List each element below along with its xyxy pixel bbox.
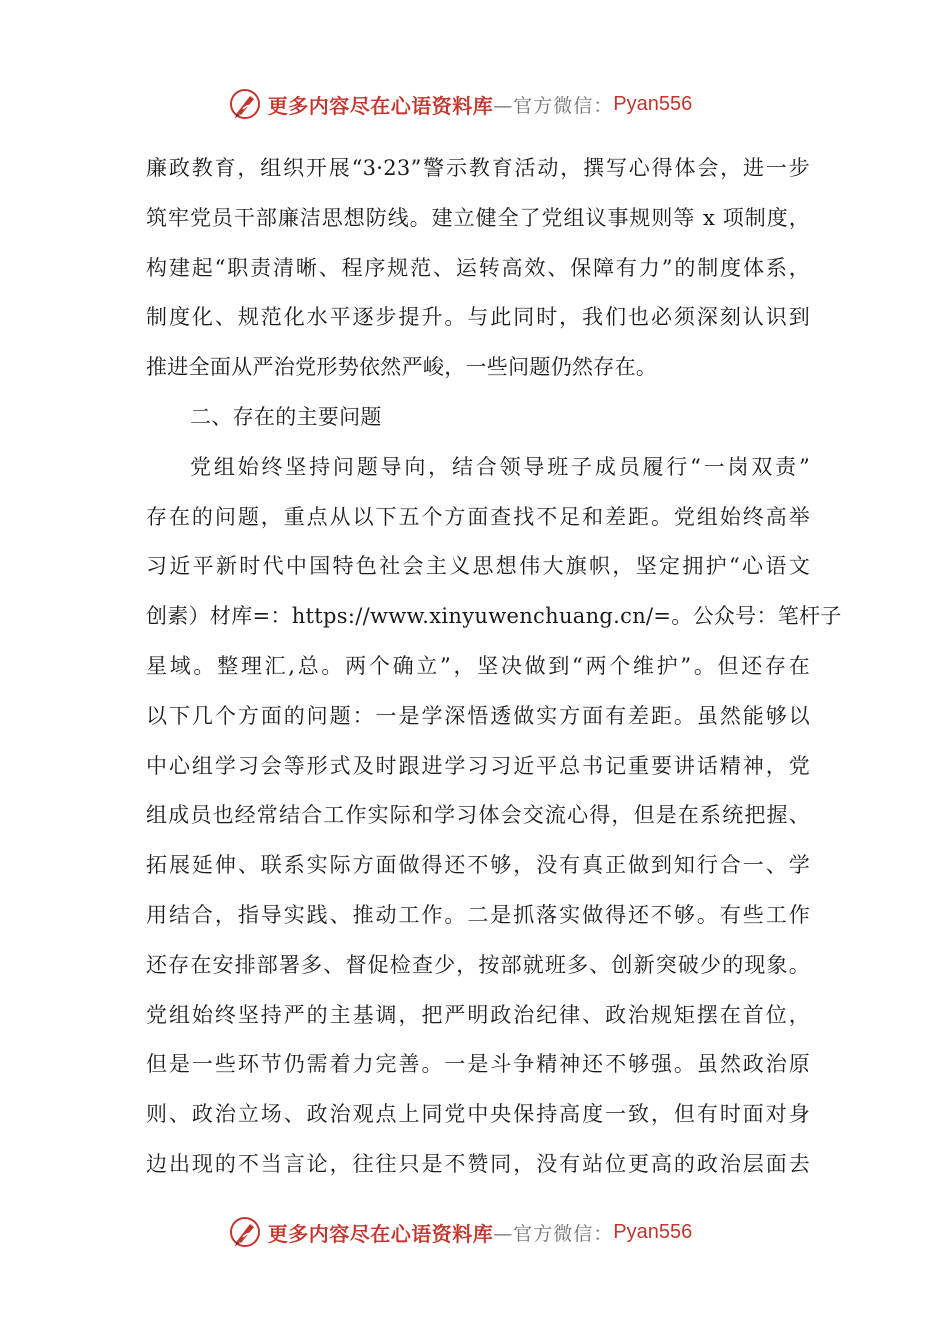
text-line: 构建起“职责清晰、程序规范、运转高效、保障有力”的制度体系，	[146, 255, 810, 280]
text-line: 党组始终坚持严的主基调，把严明政治纪律、政治规矩摆在首位，	[146, 1002, 810, 1027]
text-line: 以下几个方面的问题：一是学深悟透做实方面有差距。虽然能够以	[146, 703, 810, 728]
text-line: 但是一些环节仍需着力完善。一是斗争精神还不够强。虽然政治原	[146, 1052, 810, 1077]
text-line: 筑牢党员干部廉洁思想防线。建立健全了党组议事规则等 x 项制度，	[146, 205, 810, 230]
text-line: 廉政教育，组织开展“3·23”警示教育活动，撰写心得体会，进一步	[146, 156, 810, 180]
text-line: 还存在安排部署多、督促检查少，按部就班多、创新突破少的现象。	[146, 952, 810, 977]
text-line: 则、政治立场、政治观点上同党中央保持高度一致，但有时面对身	[146, 1102, 810, 1127]
text-line: 组成员也经常结合工作实际和学习体会交流心得，但是在系统把握、	[146, 803, 810, 828]
text-line: 存在的问题，重点从以下五个方面查找不足和差距。党组始终高举	[146, 504, 810, 529]
text-line: 创素）材库=：https://www.xinyuwenchuang.cn/=。公众号：笔杆子	[146, 604, 842, 629]
text-line: 制度化、规范化水平逐步提升。与此同时，我们也必须深刻认识到	[146, 305, 810, 330]
pen-logo-icon	[228, 87, 262, 121]
text-line: 推进全面从严治党形势依然严峻，一些问题仍然存在。	[146, 355, 658, 380]
watermark-banner-top	[0, 84, 950, 124]
text-line: 拓展延伸、联系实际方面做得还不够，没有真正做到知行合一、学	[146, 853, 810, 878]
watermark-brand: 更多内容尽在心语资料库	[267, 1221, 494, 1246]
text-line: 用结合，指导实践、推动工作。二是抓落实做得还不够。有些工作	[146, 902, 810, 927]
watermark-separator: —官方微信：	[493, 1222, 614, 1245]
text-line: 星域。整理汇,总。两个确立”，坚决做到“两个维护”。但还存在	[146, 653, 810, 678]
pen-logo-icon	[228, 1215, 262, 1249]
watermark-separator: —官方微信：	[493, 94, 614, 117]
watermark-brand: 更多内容尽在心语资料库	[267, 93, 494, 118]
watermark-wechat-id: Pyan556	[613, 92, 693, 115]
text-line: 边出现的不当言论，往往只是不赞同，没有站位更高的政治层面去	[146, 1151, 810, 1176]
document-body	[146, 144, 842, 1190]
text-line: 习近平新时代中国特色社会主义思想伟大旗帜，坚定拥护“心语文	[146, 554, 810, 579]
text-line: 中心组学习会等形式及时跟进学习习近平总书记重要讲话精神，党	[146, 753, 810, 778]
text-line: 党组始终坚持问题导向，结合领导班子成员履行“一岗双责”	[190, 454, 810, 479]
section-heading: 二、存在的主要问题	[190, 404, 382, 429]
watermark-wechat-id: Pyan556	[613, 1220, 693, 1243]
watermark-banner-bottom	[0, 1212, 950, 1252]
